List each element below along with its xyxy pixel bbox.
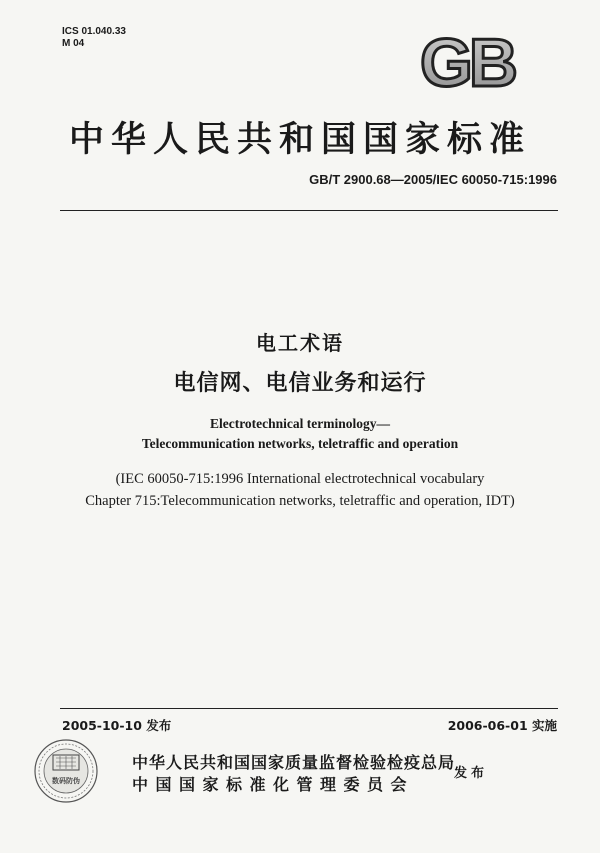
issuer-line1: 中华人民共和国国家质量监督检验检疫总局	[132, 753, 456, 772]
standard-codes	[62, 26, 126, 50]
gb-logo-text: GB	[420, 30, 514, 92]
anti-counterfeit-seal	[33, 738, 99, 804]
iec-reference-line1: (IEC 60050-715:1996 International electrotechnical vocabulary	[115, 471, 485, 487]
bottom-divider	[60, 708, 558, 709]
class-code: M 04	[62, 38, 85, 49]
issuer-line2: 中国国家标准化管理委员会	[132, 775, 415, 794]
document-title-en-line2: Telecommunication networks, teletraffic and operation	[141, 436, 459, 451]
standard-number: GB/T 2900.68—2005/IEC 60050-715:1996	[309, 172, 557, 187]
top-divider	[60, 210, 558, 211]
document-title-cn-line2: 电信网、电信业务和运行	[173, 371, 427, 396]
effective-date: 2006-06-01 实施	[447, 718, 557, 733]
ics-code: ICS 01.040.33	[62, 26, 126, 37]
standard-category-title: 中华人民共和国国家标准	[68, 119, 531, 160]
document-title-cn-line1: 电工术语	[256, 331, 344, 355]
publish-label: 发布	[454, 766, 489, 781]
document-title-en-line1: Electrotechnical terminology—	[209, 416, 391, 431]
seal-text: 数码防伪	[52, 777, 80, 785]
issue-date: 2005-10-10 发布	[62, 718, 172, 733]
iec-reference-line2: Chapter 715:Telecommunication networks, teletraffic and operation, IDT)	[85, 493, 515, 509]
gb-logo	[404, 30, 530, 92]
